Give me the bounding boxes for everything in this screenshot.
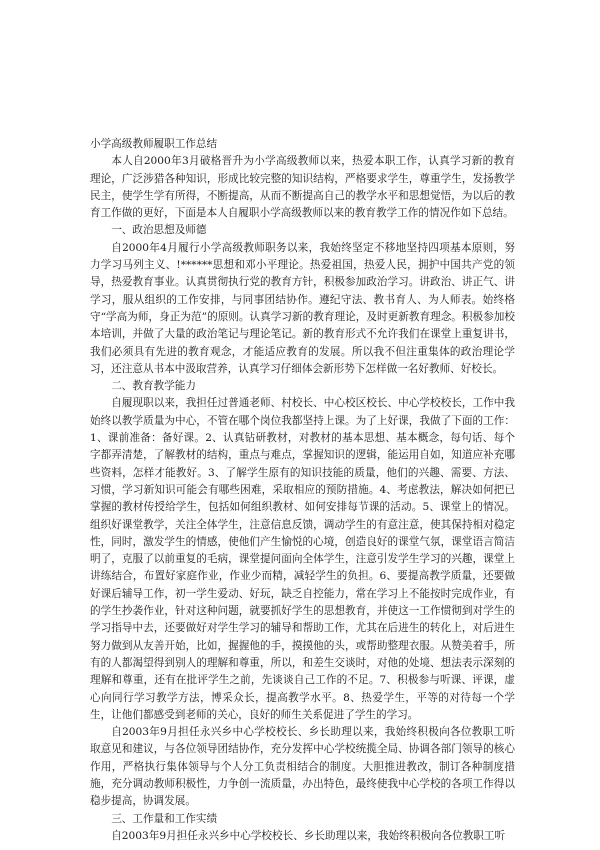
section-heading-politics: 一、政治思想及师德 [111, 224, 207, 237]
document-body [90, 136, 515, 845]
intro-paragraph: 本人自2000年3月破格晋升为小学高级教师以来，热爱本职工作，认真学习新的教育理论，广泛涉猎各种知识，形成比较完整的知识结构，严格要求学生，尊重学生，发扬教学民主，使学生学有所得，不断提高，从而不断提高自己的教学水平和思想觉悟，为以后的教育工作做的更好，下面是本人自履职小学高级教师以来的教育教学工作的情况作如下总结。 [90, 155, 515, 220]
section-heading-workload: 三、工作量和工作实绩 [111, 812, 218, 825]
section-teaching-paragraph-1: 自履现职以来，我担任过普通老师、村校长、中心校区校长、中心学校校长，工作中我始终以教学质量为中心，不管在哪个岗位我都坚持上课。为了上好课，我做了下面的工作：1、课前准备：备好课。2、认真钻研教材，对教材的基本思想、基本概念，每句话、每个字都弄清楚，了解教材的结构，重点与难点，掌握知识的逻辑，能运用自如，知道应补充哪些资料，怎样才能教好。3、了解学生原有的知识技能的质量，他们的兴趣、需要、方法、习惯，学习新知识可能会有哪些困难，采取相应的预防措施。4、考虑教法，解决如何把已掌握的教材传授给学生，包括如何组织教材、如何安排每节课的活动。5、课堂上的情况。组织好课堂教学，关注全体学生，注意信息反馈，调动学生的有意注意，使其保持相对稳定性，同时，激发学生的情感，使他们产生愉悦的心境，创造良好的课堂气氛，课堂语言简洁明了，克服了以前重复的毛病，课堂提问面向全体学生，注意引发学生学习的兴趣，课堂上讲练结合，布置好家庭作业，作业少而精，减轻学生的负担。6、要提高教学质量，还要做好课后辅导工作，初一学生爱动、好玩，缺乏自控能力，常在学习上不能按时完成作业，有的学生抄袭作业，针对这种问题，就要抓好学生的思想教育，并使这一工作惯彻到对学生的学习指导中去，还要做好对学生学习的辅导和帮助工作，尤其在后进生的转化上，对后进生努力做到从友善开始，比如，握握他的手，摸摸他的头，或帮助整理衣服。从赞美着手，所有的人都渴望得到别人的理解和尊重，所以，和差生交谈时，对他的处境、想法表示深刻的理解和尊重，还有在批评学生之前，先谈谈自己工作的不足。7、积极参与听课、评课，虚心向同行学习教学方法，博采众长，提高教学水平。8、热爱学生，平等的对待每一个学生，让他们都感受到老师的关心，良好的师生关系促进了学生的学习。 [90, 397, 515, 721]
section-teaching-paragraph-2: 自2003年9月担任永兴乡中心学校校长、乡长助理以来，我始终积极向各位教职工听取意见和建议，与各位领导团结协作，充分发挥中心学校统揽全局、协调各部门领导的核心作用，严格执行集体领导与个人分工负责相结合的制度。大胆推进教改，制订各种制度措施，充分调动教师积极性，力争创一流质量，办出特色，最终使我中心学校的各项工作得以稳步提高，协调发展。 [90, 726, 515, 808]
section-heading-teaching: 二、教育教学能力 [111, 380, 196, 393]
document-title: 小学高级教师履职工作总结 [90, 138, 218, 150]
section-workload-paragraph: 自2003年9月担任永兴乡中心学校校长、乡长助理以来，我始终积极向各位教职工听 [111, 829, 506, 842]
section-politics-paragraph: 自2000年4月履行小学高级教师职务以来，我始终坚定不移地坚持四项基本原则，努力学习马列主义、!******思想和邓小平理论。热爱祖国，热爱人民，拥护中国共产党的领导，热爱教育事业。认真贯彻执行党的教育方针，积极参加政治学习。讲政治、讲正气、讲学习，服从组织的工作安排，与同事团结协作。遵纪守法、教书育人、为人师表。始终格守“学高为师，身正为范”的原则。认真学习新的教育理论，及时更新教育理念。积极参加校本培训，并做了大量的政治笔记与理论笔记。新的教育形式不允许我们在课堂上重复讲书，我们必须具有先进的教育观念，才能适应教育的发展。所以我不但注重集体的政治理论学习，还注意从书本中汲取营养，认真学习仔细体会新形势下怎样做一名好教师、好校长。 [90, 241, 515, 375]
